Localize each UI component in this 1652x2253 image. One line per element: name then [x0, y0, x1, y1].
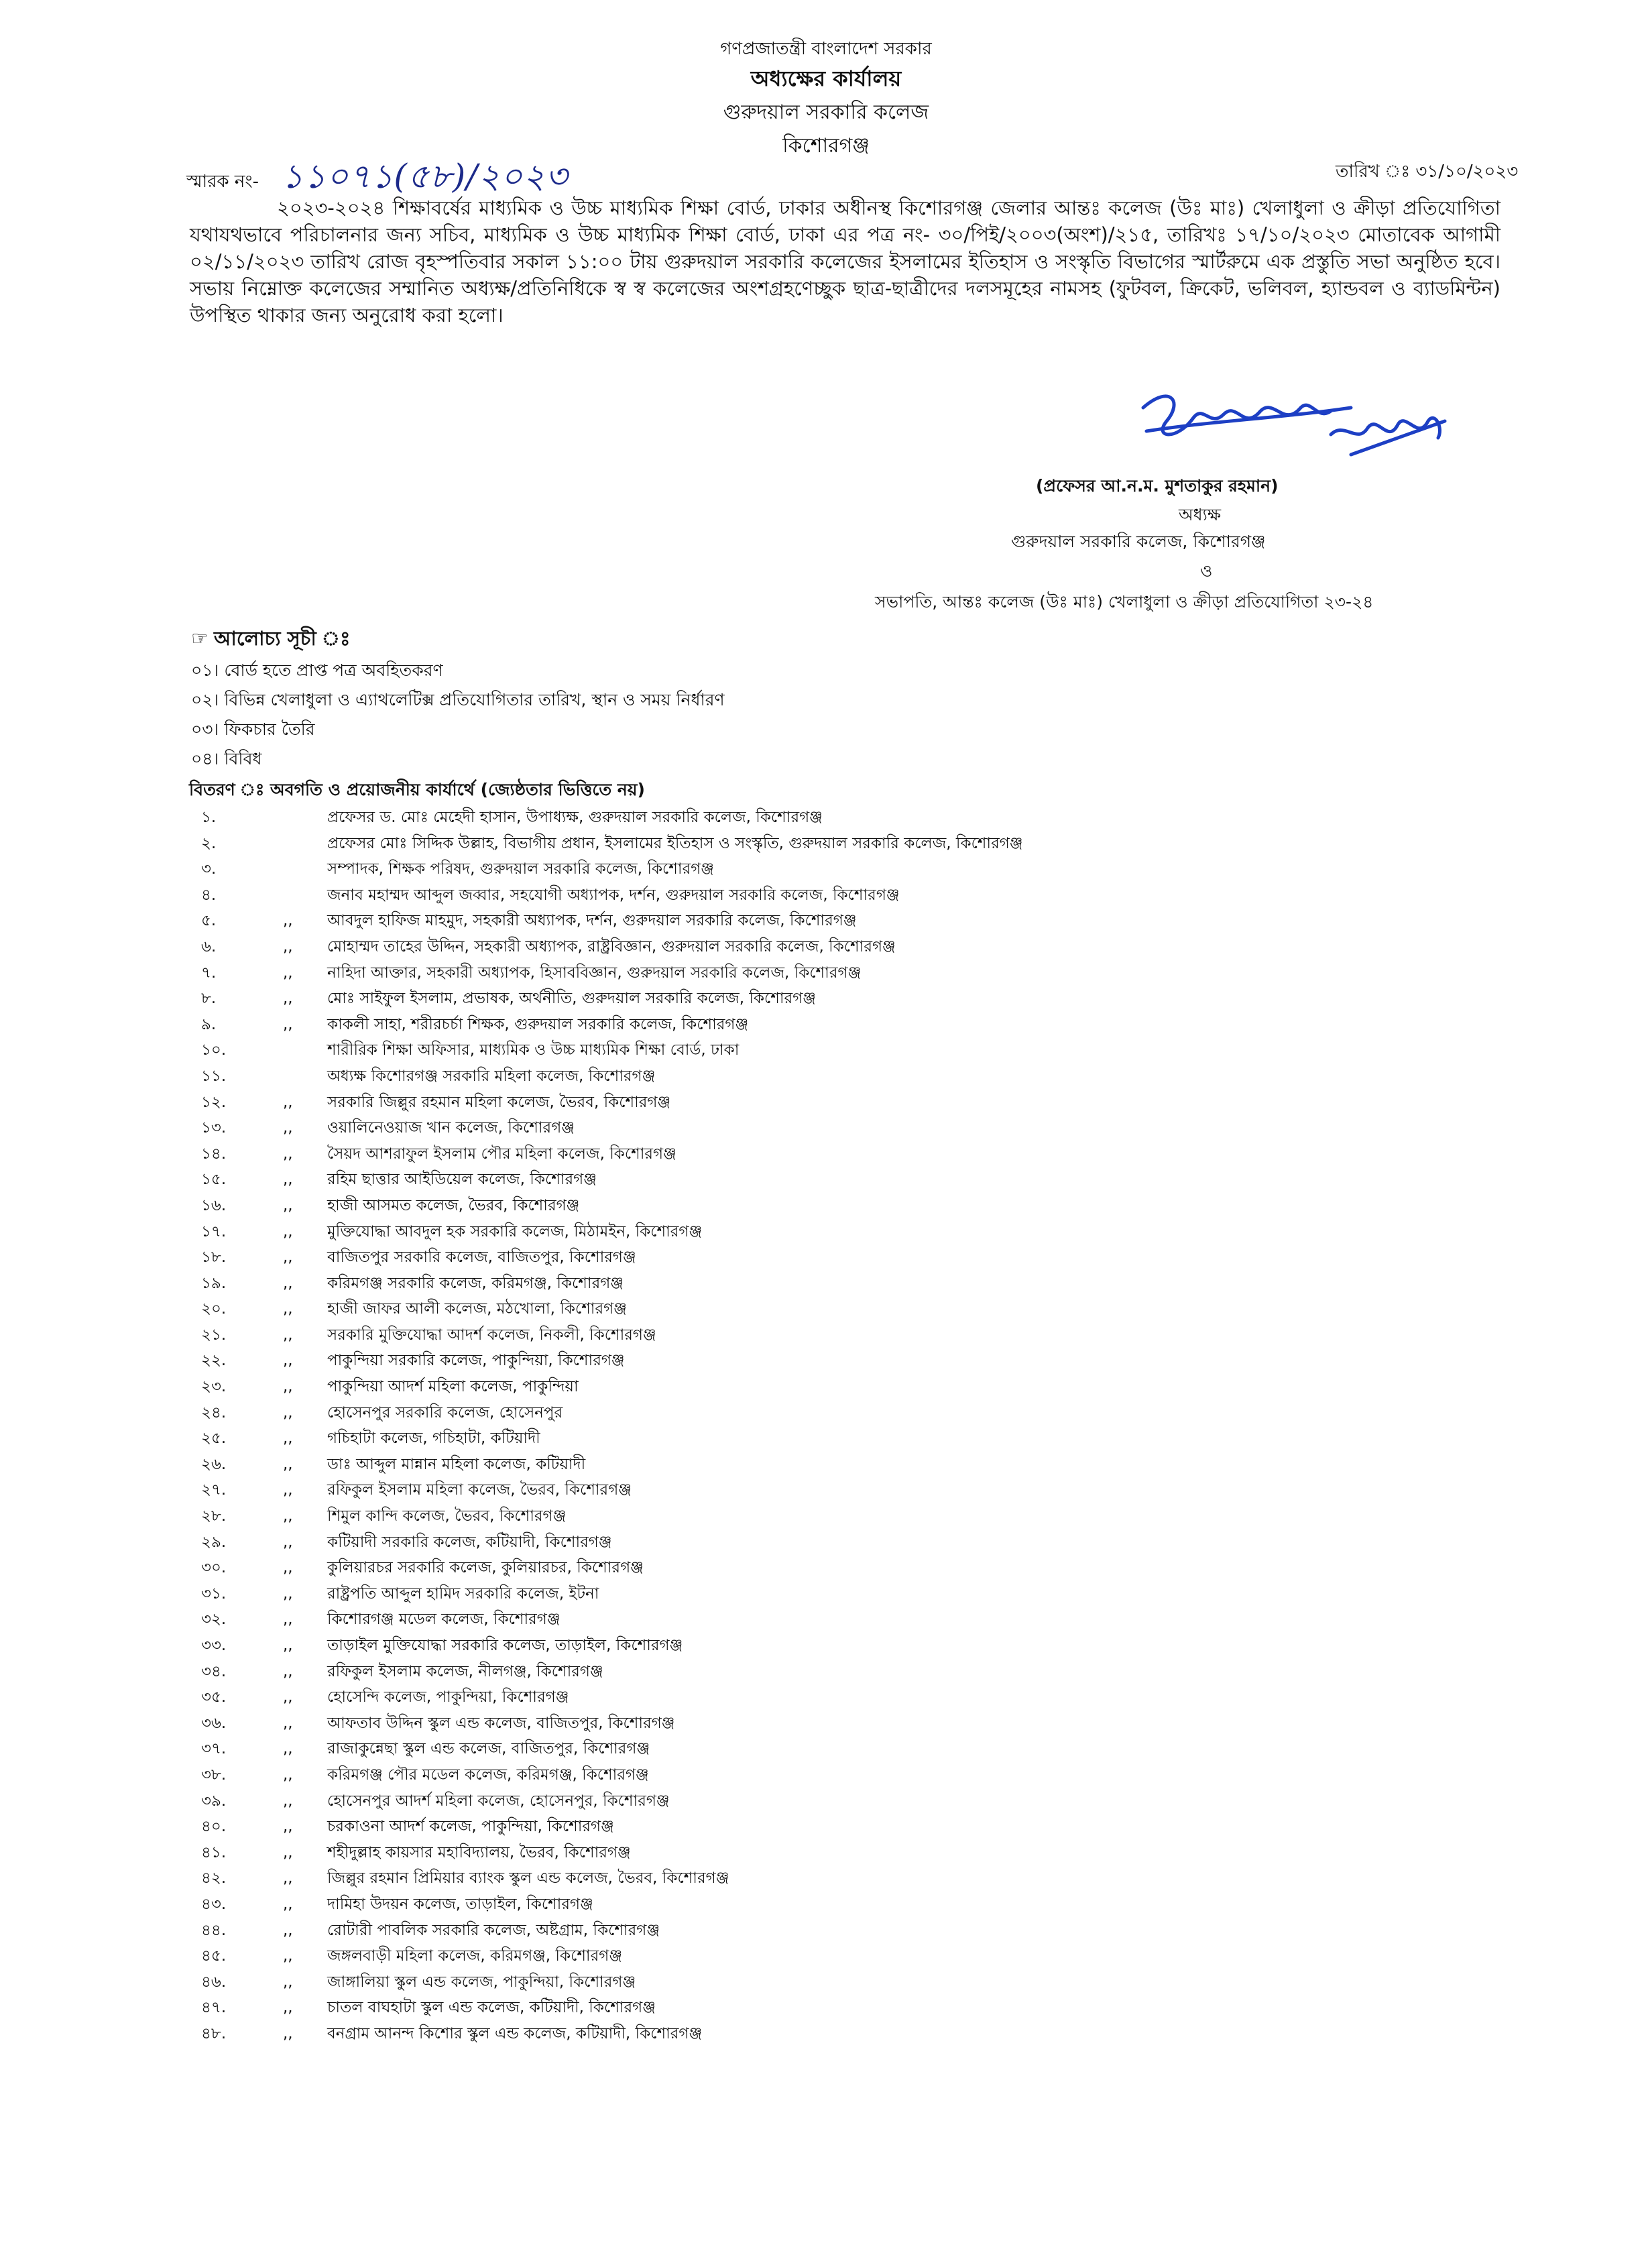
distribution-item-text: করিমগঞ্জ পৌর মডেল কলেজ, করিমগঞ্জ, কিশোরগঞ্জ — [327, 1766, 649, 1784]
distribution-item-ditto: ,, — [283, 1843, 293, 1861]
distribution-item-ditto: ,, — [283, 1145, 293, 1163]
distribution-item-ditto: ,, — [283, 990, 293, 1008]
distribution-item-text: করিমগঞ্জ সরকারি কলেজ, করিমগঞ্জ, কিশোরগঞ্জ — [327, 1274, 624, 1292]
distribution-item-ditto: ,, — [283, 1688, 293, 1707]
distribution-item-text: তাড়াইল মুক্তিযোদ্ধা সরকারি কলেজ, তাড়াইল, কিশোরগঞ্জ — [327, 1637, 683, 1654]
distribution-item-number: ৩২. — [201, 1611, 227, 1629]
distribution-item-ditto: ,, — [283, 912, 293, 930]
distribution-item-text: চরকাওনা আদর্শ কলেজ, পাকুন্দিয়া, কিশোরগঞ্জ — [327, 1818, 614, 1836]
distribution-item-text: রোটারী পাবলিক সরকারি কলেজ, অষ্টগ্রাম, কিশোরগঞ্জ — [327, 1921, 660, 1939]
distribution-item-text: জিল্লুর রহমান প্রিমিয়ার ব্যাংক স্কুল এন্ড কলেজ, ভৈরব, কিশোরগঞ্জ — [327, 1869, 729, 1888]
distribution-item-ditto: ,, — [283, 1196, 293, 1214]
distribution-item-number: ১০. — [201, 1041, 227, 1059]
distribution-item-text: জঙ্গলবাড়ী মহিলা কলেজ, করিমগঞ্জ, কিশোরগঞ্জ — [327, 1947, 622, 1965]
distribution-item-number: ৩৩. — [201, 1637, 227, 1654]
distribution-item-text: নাহিদা আক্তার, সহকারী অধ্যাপক, হিসাববিজ্ঞান, গুরুদয়াল সরকারি কলেজ, কিশোরগঞ্জ — [327, 964, 862, 982]
distribution-item-ditto: ,, — [283, 1430, 293, 1448]
distribution-item-number: ৩৭. — [201, 1740, 227, 1758]
distribution-item-ditto: ,, — [283, 1015, 293, 1033]
distribution-item-number: ৭. — [201, 964, 217, 982]
distribution-item-ditto: ,, — [283, 1818, 293, 1836]
distribution-item-number: ১৪. — [201, 1145, 227, 1163]
distribution-item-ditto: ,, — [283, 1481, 293, 1499]
distribution-item-text: শহীদুল্লাহ কায়সার মহাবিদ্যালয়, ভৈরব, কিশোরগঞ্জ — [327, 1843, 631, 1861]
distribution-item-ditto: ,, — [283, 1533, 293, 1551]
distribution-item-ditto: ,, — [283, 1403, 293, 1422]
distribution-item-text: হোসেনপুর সরকারি কলেজ, হোসেনপুর — [327, 1403, 563, 1422]
distribution-item-number: ২০. — [201, 1300, 227, 1318]
distribution-item-ditto: ,, — [283, 1999, 293, 2017]
distribution-item-number: ২৯. — [201, 1533, 227, 1551]
distribution-item-ditto: ,, — [283, 1455, 293, 1473]
distribution-item-text: কটিয়াদী সরকারি কলেজ, কটিয়াদী, কিশোরগঞ্জ — [327, 1533, 612, 1551]
distribution-item-ditto: ,, — [283, 1662, 293, 1680]
distribution-item-ditto: ,, — [283, 1559, 293, 1577]
distribution-item-text: হাজী আসমত কলেজ, ভৈরব, কিশোরগঞ্জ — [327, 1196, 580, 1214]
distribution-item-number: ৩৫. — [201, 1688, 227, 1707]
distribution-item-number: ৪. — [201, 886, 217, 904]
distribution-item-ditto: ,, — [283, 964, 293, 982]
distribution-item-number: ৮. — [201, 990, 217, 1008]
distribution-item-ditto: ,, — [283, 1584, 293, 1603]
distribution-item-ditto: ,, — [283, 1921, 293, 1939]
body-paragraph: ২০২৩-২০২৪ শিক্ষাবর্ষের মাধ্যমিক ও উচ্চ মাধ্যমিক শিক্ষা বোর্ড, ঢাকার অধীনস্থ কিশোরগঞ্জ জেলার আন্তঃ কলেজ (উঃ মাঃ) খেলাধুলা ও ক্রীড়া প্রতিযোগিতা যথাযথভাবে পরিচালনার জন্য সচিব, মাধ্যমিক ও উচ্চ মাধ্যমিক শিক্ষা বোর্ড, ঢাকা এর পত্র নং- ৩০/পিই/২০০৩(অংশ)/২১৫, তারিখঃ ১৭/১০/২০২৩ মোতাবেক আগামী ০২/১১/২০২৩ তারিখ রোজ বৃহস্পতিবার সকাল ১১:০০ টায় গুরুদয়াল সরকারি কলেজের ইসলামের ইতিহাস ও সংস্কৃতি বিভাগের স্মার্টরুমে এক প্রস্তুতি সভা অনুষ্ঠিত হবে। সভায় নিম্নোক্ত কলেজের সম্মানিত অধ্যক্ষ/প্রতিনিধিকে স্ব স্ব কলেজের অংশগ্রহণেচ্ছুক ছাত্র-ছাত্রীদের দলসমূহের নামসহ (ফুটবল, ক্রিকেট, ভলিবল, হ্যান্ডবল ও ব্যাডমিন্টন) উপস্থিত থাকার জন্য অনুরোধ করা হলো। — [190, 196, 1500, 327]
distribution-item-text: দামিহা উদয়ন কলেজ, তাড়াইল, কিশোরগঞ্জ — [327, 1895, 593, 1913]
government-name: গণপ্রজাতন্ত্রী বাংলাদেশ সরকার — [720, 39, 932, 59]
distribution-item-number: ২৬. — [201, 1455, 227, 1473]
distribution-item-ditto: ,, — [283, 1973, 293, 1991]
distribution-item-number: ৪১. — [201, 1843, 227, 1861]
distribution-item-text: পাকুন্দিয়া আদর্শ মহিলা কলেজ, পাকুন্দিয়া — [327, 1378, 579, 1396]
distribution-item-text: গচিহাটা কলেজ, গচিহাটা, কটিয়াদী — [327, 1430, 540, 1448]
distribution-item-text: রাজাকুন্নেছা স্কুল এন্ড কলেজ, বাজিতপুর, কিশোরগঞ্জ — [327, 1740, 650, 1758]
distribution-item-number: ১৮. — [201, 1249, 227, 1267]
distribution-item-number: ১৭. — [201, 1222, 227, 1240]
distribution-item-ditto: ,, — [283, 1637, 293, 1654]
distribution-item-text: শারীরিক শিক্ষা অফিসার, মাধ্যমিক ও উচ্চ মাধ্যমিক শিক্ষা বোর্ড, ঢাকা — [327, 1041, 740, 1059]
distribution-item-text: কাকলী সাহা, শরীরচর্চা শিক্ষক, গুরুদয়াল সরকারি কলেজ, কিশোরগঞ্জ — [327, 1015, 749, 1033]
distribution-item-number: ১৫. — [201, 1171, 227, 1189]
distribution-item-number: ২৪. — [201, 1403, 227, 1422]
distribution-item-text: শিমুল কান্দি কলেজ, ভৈরব, কিশোরগঞ্জ — [327, 1507, 567, 1525]
distribution-item-text: ওয়ালিনেওয়াজ খান কলেজ, কিশোরগঞ্জ — [327, 1119, 575, 1137]
distribution-item-number: ৬. — [201, 937, 217, 956]
distribution-item-text: প্রফেসর মোঃ সিদ্দিক উল্লাহ, বিভাগীয় প্রধান, ইসলামের ইতিহাস ও সংস্কৃতি, গুরুদয়াল সরকারি কলেজ, কিশোরগঞ্জ — [327, 834, 1023, 852]
distribution-heading: বিতরণ ঃ অবগতি ও প্রয়োজনীয় কার্যার্থে (জ্যেষ্ঠতার ভিত্তিতে নয়) — [189, 780, 645, 799]
distribution-item-ditto: ,, — [283, 1766, 293, 1784]
signatory-chair-role: সভাপতি, আন্তঃ কলেজ (উঃ মাঃ) খেলাধুলা ও ক্রীড়া প্রতিযোগিতা ২৩-২৪ — [875, 592, 1374, 612]
office-name: অধ্যক্ষের কার্যালয় — [750, 66, 902, 91]
distribution-item-number: ৪০. — [201, 1818, 227, 1836]
distribution-item-ditto: ,, — [283, 1119, 293, 1137]
distribution-item-text: প্রফেসর ড. মোঃ মেহেদী হাসান, উপাধ্যক্ষ, গুরুদয়াল সরকারি কলেজ, কিশোরগঞ্জ — [327, 809, 823, 826]
distribution-item-ditto: ,, — [283, 1507, 293, 1525]
distribution-item-number: ৯. — [201, 1015, 217, 1033]
distribution-item-number: ১১. — [201, 1067, 227, 1085]
distribution-item-text: আবদুল হাফিজ মাহমুদ, সহকারী অধ্যাপক, দর্শন, গুরুদয়াল সরকারি কলেজ, কিশোরগঞ্জ — [327, 912, 857, 930]
distribution-item-text: জনাব মহাম্মদ আব্দুল জব্বার, সহযোগী অধ্যাপক, দর্শন, গুরুদয়াল সরকারি কলেজ, কিশোরগঞ্জ — [327, 886, 900, 904]
distribution-item-ditto: ,, — [283, 1869, 293, 1888]
distribution-item-ditto: ,, — [283, 1740, 293, 1758]
distribution-item-text: ডাঃ আব্দুল মান্নান মহিলা কলেজ, কটিয়াদী — [327, 1455, 586, 1473]
signatory-title: অধ্যক্ষ — [1179, 505, 1222, 524]
distribution-item-ditto: ,, — [283, 2024, 293, 2042]
distribution-item-text: রফিকুল ইসলাম মহিলা কলেজ, ভৈরব, কিশোরগঞ্জ — [327, 1481, 632, 1499]
distribution-item-ditto: ,, — [283, 1300, 293, 1318]
distribution-item-number: ৩৯. — [201, 1792, 227, 1810]
distribution-item-number: ৩৪. — [201, 1662, 227, 1680]
distribution-item-ditto: ,, — [283, 1947, 293, 1965]
distribution-item-number: ৩৬. — [201, 1714, 227, 1732]
signature-mark — [1130, 381, 1452, 481]
letter-body — [190, 194, 1500, 329]
memo-date: তারিখ ঃ ৩১/১০/২০২৩ — [1336, 162, 1519, 182]
distribution-item-text: হোসেন্দি কলেজ, পাকুন্দিয়া, কিশোরগঞ্জ — [327, 1688, 569, 1707]
distribution-item-text: রাষ্ট্রপতি আব্দুল হামিদ সরকারি কলেজ, ইটনা — [327, 1584, 599, 1603]
distribution-item-ditto: ,, — [283, 937, 293, 956]
signatory-college: গুরুদয়াল সরকারি কলেজ, কিশোরগঞ্জ — [1011, 532, 1266, 551]
distribution-item-text: সৈয়দ আশরাফুল ইসলাম পৌর মহিলা কলেজ, কিশোরগঞ্জ — [327, 1145, 676, 1163]
distribution-item-text: অধ্যক্ষ কিশোরগঞ্জ সরকারি মহিলা কলেজ, কিশোরগঞ্জ — [327, 1067, 656, 1085]
distribution-item-text: কুলিয়ারচর সরকারি কলেজ, কুলিয়ারচর, কিশোরগঞ্জ — [327, 1559, 644, 1577]
distribution-item-number: ৩৮. — [201, 1766, 227, 1784]
agenda-item: ০৪। বিবিধ — [191, 749, 262, 768]
distribution-item-ditto: ,, — [283, 1352, 293, 1370]
distribution-item-ditto: ,, — [283, 1611, 293, 1629]
memo-number-handwritten: ১১০৭১(৫৮)/২০২৩ — [282, 157, 569, 196]
distribution-item-text: মোহাম্মদ তাহের উদ্দিন, সহকারী অধ্যাপক, রাষ্ট্রবিজ্ঞান, গুরুদয়াল সরকারি কলেজ, কিশোরগঞ্জ — [327, 937, 896, 956]
distribution-item-ditto: ,, — [283, 1171, 293, 1189]
agenda-item: ০১। বোর্ড হতে প্রাপ্ত পত্র অবহিতকরণ — [191, 660, 443, 680]
distribution-item-ditto: ,, — [283, 1326, 293, 1344]
distribution-item-ditto: ,, — [283, 1274, 293, 1292]
distribution-item-number: ১. — [201, 809, 217, 826]
agenda-item: ০২। বিভিন্ন খেলাধুলা ও এ্যাথলেটিক্স প্রতিযোগিতার তারিখ, স্থান ও সময় নির্ধারণ — [191, 690, 725, 709]
distribution-item-number: ১৬. — [201, 1196, 227, 1214]
agenda-heading — [191, 624, 350, 656]
distribution-item-ditto: ,, — [283, 1714, 293, 1732]
distribution-item-ditto: ,, — [283, 1249, 293, 1267]
distribution-item-number: ১৯. — [201, 1274, 227, 1292]
distribution-item-text: রহিম ছাত্তার আইডিয়েল কলেজ, কিশোরগঞ্জ — [327, 1171, 597, 1189]
distribution-item-number: ৪৩. — [201, 1895, 227, 1913]
distribution-item-number: ৪৫. — [201, 1947, 227, 1965]
distribution-item-number: ২১. — [201, 1326, 227, 1344]
distribution-item-text: কিশোরগঞ্জ মডেল কলেজ, কিশোরগঞ্জ — [327, 1611, 560, 1629]
signatory-conjunction: ও — [1200, 561, 1213, 581]
distribution-item-number: ২২. — [201, 1352, 227, 1370]
agenda-item: ০৩। ফিকচার তৈরি — [191, 719, 315, 739]
pointing-hand-icon: ☞ — [191, 627, 209, 650]
distribution-item-ditto: ,, — [283, 1895, 293, 1913]
distribution-item-ditto: ,, — [283, 1792, 293, 1810]
distribution-item-ditto: ,, — [283, 1378, 293, 1396]
distribution-item-number: ৩০. — [201, 1559, 227, 1577]
distribution-item-text: বনগ্রাম আনন্দ কিশোর স্কুল এন্ড কলেজ, কটিয়াদী, কিশোরগঞ্জ — [327, 2024, 703, 2042]
distribution-item-number: ৩১. — [201, 1584, 227, 1603]
college-name: গুরুদয়াল সরকারি কলেজ — [723, 101, 929, 124]
distribution-item-text: হোসেনপুর আদর্শ মহিলা কলেজ, হোসেনপুর, কিশোরগঞ্জ — [327, 1792, 670, 1810]
agenda-title: আলোচ্য সূচী ঃ — [214, 627, 351, 650]
distribution-item-ditto: ,, — [283, 1222, 293, 1240]
memo-label: স্মারক নং- — [186, 172, 259, 192]
distribution-item-number: ৪৪. — [201, 1921, 227, 1939]
agenda-list — [191, 656, 725, 774]
distribution-item-text: জাঙ্গালিয়া স্কুল এন্ড কলেজ, পাকুন্দিয়া, কিশোরগঞ্জ — [327, 1973, 636, 1991]
distribution-item-text: সরকারি জিল্লুর রহমান মহিলা কলেজ, ভৈরব, কিশোরগঞ্জ — [327, 1093, 671, 1111]
distribution-item-number: ২৩. — [201, 1378, 227, 1396]
distribution-item-text: আফতাব উদ্দিন স্কুল এন্ড কলেজ, বাজিতপুর, কিশোরগঞ্জ — [327, 1714, 675, 1732]
signatory-name: (প্রফেসর আ.ন.ম. মুশতাকুর রহমান) — [1036, 476, 1279, 496]
distribution-item-text: সরকারি মুক্তিযোদ্ধা আদর্শ কলেজ, নিকলী, কিশোরগঞ্জ — [327, 1326, 656, 1344]
distribution-item-text: হাজী জাফর আলী কলেজ, মঠখোলা, কিশোরগঞ্জ — [327, 1300, 627, 1318]
distribution-item-number: ৪২. — [201, 1869, 227, 1888]
distribution-item-ditto: ,, — [283, 1093, 293, 1111]
distribution-item-text: চাতল বাঘহাটা স্কুল এন্ড কলেজ, কটিয়াদী, কিশোরগঞ্জ — [327, 1999, 656, 2017]
distribution-item-number: ৩. — [201, 860, 217, 878]
distribution-item-number: ২. — [201, 834, 217, 852]
distribution-item-number: ৪৮. — [201, 2024, 227, 2042]
distribution-item-text: পাকুন্দিয়া সরকারি কলেজ, পাকুন্দিয়া, কিশোরগঞ্জ — [327, 1352, 625, 1370]
distribution-item-text: সম্পাদক, শিক্ষক পরিষদ, গুরুদয়াল সরকারি কলেজ, কিশোরগঞ্জ — [327, 860, 714, 878]
distribution-item-number: ১৩. — [201, 1119, 227, 1137]
distribution-item-number: ৫. — [201, 912, 217, 930]
distribution-item-number: ২৭. — [201, 1481, 227, 1499]
distribution-item-text: রফিকুল ইসলাম কলেজ, নীলগঞ্জ, কিশোরগঞ্জ — [327, 1662, 603, 1680]
district-name: কিশোরগঞ্জ — [782, 134, 870, 158]
distribution-item-number: ১২. — [201, 1093, 227, 1111]
distribution-item-text: বাজিতপুর সরকারি কলেজ, বাজিতপুর, কিশোরগঞ্জ — [327, 1249, 636, 1267]
distribution-item-text: মোঃ সাইফুল ইসলাম, প্রভাষক, অর্থনীতি, গুরুদয়াল সরকারি কলেজ, কিশোরগঞ্জ — [327, 990, 816, 1008]
distribution-item-text: মুক্তিযোদ্ধা আবদুল হক সরকারি কলেজ, মিঠামইন, কিশোরগঞ্জ — [327, 1222, 703, 1240]
distribution-item-number: ২৫. — [201, 1430, 227, 1448]
distribution-item-number: ৪৬. — [201, 1973, 227, 1991]
distribution-item-number: ৪৭. — [201, 1999, 227, 2017]
distribution-item-number: ২৮. — [201, 1507, 227, 1525]
